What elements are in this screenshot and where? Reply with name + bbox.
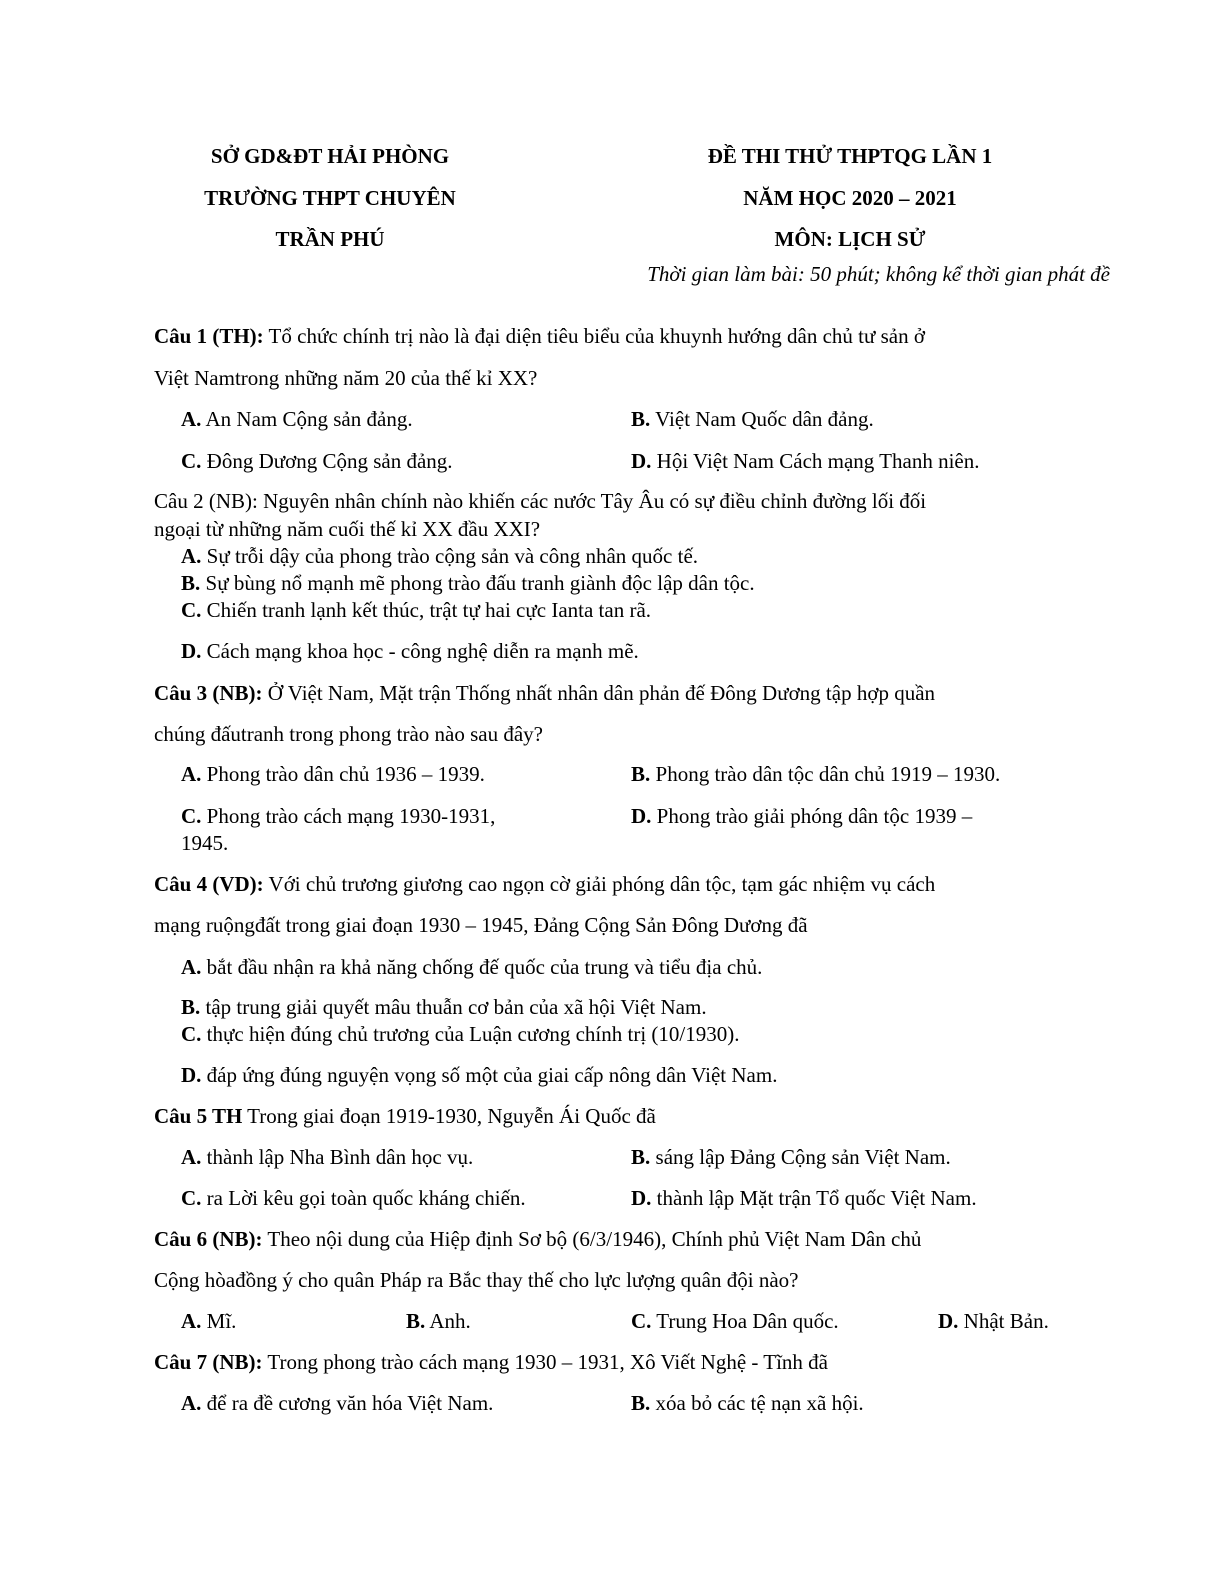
q1-option-c[interactable]: C. Đông Dương Cộng sản đảng. <box>181 449 453 473</box>
q3-option-d[interactable]: D. Phong trào giải phóng dân tộc 1939 – <box>631 804 973 828</box>
q2-option-a[interactable]: A. Sự trỗi dậy của phong trào cộng sản và công nhân quốc tế. <box>181 544 699 568</box>
question-5 <box>154 1104 656 1129</box>
school-header-line-3: TRẦN PHÚ <box>275 227 385 251</box>
question-1-cont: Việt Namtrong những năm 20 của thế kỉ XX? <box>154 366 538 390</box>
question-label: Câu 3 (NB): <box>154 681 263 705</box>
question-text: Với chủ trương giương cao ngọn cờ giải phóng dân tộc, tạm gác nhiệm vụ cách <box>263 872 936 896</box>
q4-option-a[interactable]: A. bắt đầu nhận ra khả năng chống đế quốc của trung và tiểu địa chủ. <box>181 955 763 979</box>
q4-option-d[interactable]: D. đáp ứng đúng nguyện vọng số một của giai cấp nông dân Việt Nam. <box>181 1063 778 1087</box>
q7-option-a[interactable]: A. để ra đề cương văn hóa Việt Nam. <box>181 1391 494 1415</box>
question-label: Câu 1 (TH): <box>154 324 264 348</box>
q6-option-d[interactable]: D. Nhật Bản. <box>938 1309 1049 1333</box>
question-6-cont: Cộng hòađồng ý cho quân Pháp ra Bắc thay thế cho lực lượng quân đội nào? <box>154 1268 799 1292</box>
q5-option-a[interactable]: A. thành lập Nha Bình dân học vụ. <box>181 1145 474 1169</box>
q3-option-d-cont: 1945. <box>181 831 229 855</box>
question-text: Tổ chức chính trị nào là đại diện tiêu biểu của khuynh hướng dân chủ tư sản ở <box>263 324 925 348</box>
question-4-cont: mạng ruộngđất trong giai đoạn 1930 – 1945, Đảng Cộng Sản Đông Dương đã <box>154 913 808 937</box>
school-year: NĂM HỌC 2020 – 2021 <box>743 186 957 210</box>
question-text: Trong giai đoạn 1919-1930, Nguyễn Ái Quốc đã <box>242 1104 656 1128</box>
q4-option-c[interactable]: C. thực hiện đúng chủ trương của Luận cương chính trị (10/1930). <box>181 1022 740 1046</box>
q3-option-b[interactable]: B. Phong trào dân tộc dân chủ 1919 – 1930. <box>631 762 1001 786</box>
question-label: Câu 7 (NB): <box>154 1350 263 1374</box>
q5-option-b[interactable]: B. sáng lập Đảng Cộng sản Việt Nam. <box>631 1145 951 1169</box>
question-2: Câu 2 (NB): Nguyên nhân chính nào khiến các nước Tây Âu có sự điều chỉnh đường lối đối <box>154 489 927 513</box>
exam-time: Thời gian làm bài: 50 phút; không kể thời gian phát đề <box>647 262 1110 286</box>
q2-option-c[interactable]: C. Chiến tranh lạnh kết thúc, trật tự hai cực Ianta tan rã. <box>181 598 652 622</box>
exam-title: ĐỀ THI THỬ THPTQG LẦN 1 <box>707 144 993 168</box>
q2-option-d[interactable]: D. Cách mạng khoa học - công nghệ diễn ra mạnh mẽ. <box>181 639 639 663</box>
question-text: Ở Việt Nam, Mặt trận Thống nhất nhân dân phản đế Đông Dương tập hợp quần <box>262 681 936 705</box>
question-text: Trong phong trào cách mạng 1930 – 1931, Xô Viết Nghệ - Tĩnh đã <box>262 1350 828 1374</box>
q1-option-d[interactable]: D. Hội Việt Nam Cách mạng Thanh niên. <box>631 449 980 473</box>
question-label: Câu 6 (NB): <box>154 1227 263 1251</box>
q6-option-a[interactable]: A. Mĩ. <box>181 1309 237 1333</box>
question-2-cont: ngoại từ những năm cuối thế kỉ XX đầu XXI? <box>154 517 541 541</box>
q6-option-b[interactable]: B. Anh. <box>406 1309 471 1333</box>
q6-option-c[interactable]: C. Trung Hoa Dân quốc. <box>631 1309 839 1333</box>
q3-option-a[interactable]: A. Phong trào dân chủ 1936 – 1939. <box>181 762 485 786</box>
q3-option-c[interactable]: C. Phong trào cách mạng 1930-1931, <box>181 804 496 828</box>
q2-option-b[interactable]: B. Sự bùng nổ mạnh mẽ phong trào đấu tranh giành độc lập dân tộc. <box>181 571 755 595</box>
question-label: Câu 5 TH <box>154 1104 243 1128</box>
question-label: Câu 4 (VD): <box>154 872 264 896</box>
question-text: Theo nội dung của Hiệp định Sơ bộ (6/3/1946), Chính phủ Việt Nam Dân chủ <box>262 1227 922 1251</box>
school-header-line-1: SỞ GD&ĐT HẢI PHÒNG <box>210 144 450 168</box>
question-7 <box>154 1350 828 1375</box>
subject: MÔN: LỊCH SỬ <box>774 227 926 251</box>
q1-option-b[interactable]: B. Việt Nam Quốc dân đảng. <box>631 407 874 431</box>
question-3-cont: chúng đấutranh trong phong trào nào sau đây? <box>154 722 543 746</box>
school-header-line-2: TRƯỜNG THPT CHUYÊN <box>204 186 456 210</box>
q7-option-b[interactable]: B. xóa bỏ các tệ nạn xã hội. <box>631 1391 864 1415</box>
question-6 <box>154 1227 921 1252</box>
q4-option-b[interactable]: B. tập trung giải quyết mâu thuẫn cơ bản của xã hội Việt Nam. <box>181 995 707 1019</box>
q5-option-d[interactable]: D. thành lập Mặt trận Tổ quốc Việt Nam. <box>631 1186 977 1210</box>
q1-option-a[interactable]: A. An Nam Cộng sản đảng. <box>181 407 413 431</box>
question-3 <box>154 681 935 706</box>
q5-option-c[interactable]: C. ra Lời kêu gọi toàn quốc kháng chiến. <box>181 1186 526 1210</box>
question-1 <box>154 324 925 349</box>
question-4 <box>154 872 935 897</box>
